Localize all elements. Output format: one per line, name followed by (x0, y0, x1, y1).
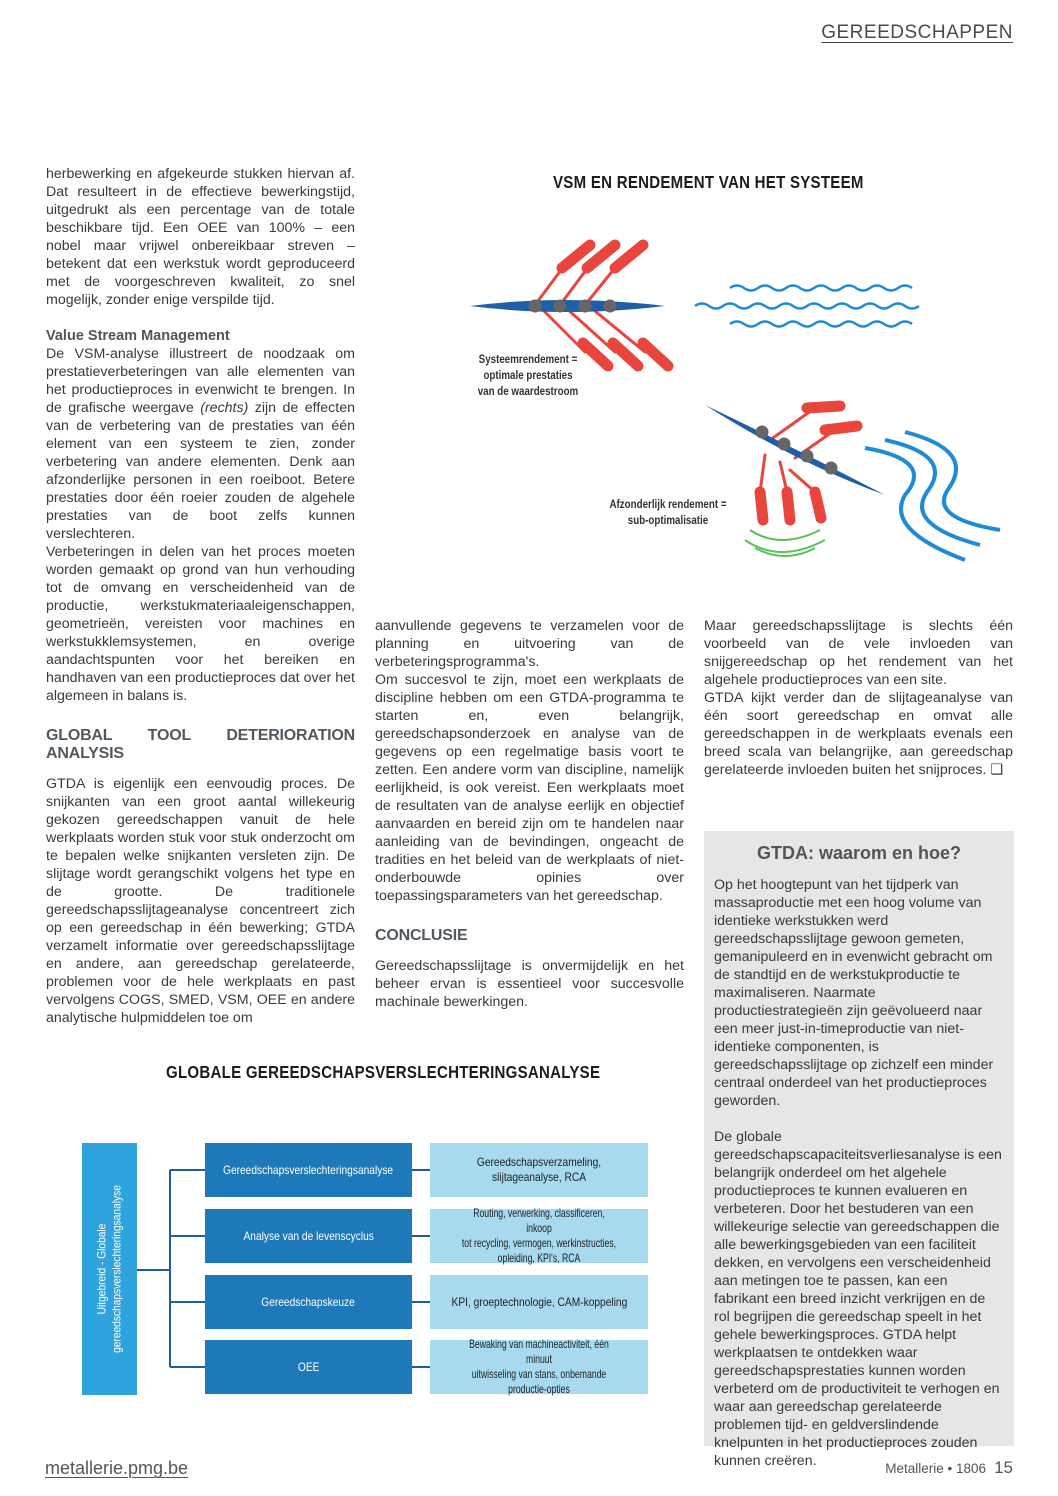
sidebar-paragraph: De globale gereedschapscapaciteitsverliesanalyse is een belangrijk onderdeel om het algehele productieproces te kunnen evalueren en verbeteren. Door het bestuderen van een willekeurige selectie van gereedschappen die alle bewerkingsgebieden van een faciliteit dekken, en vervolgens een verscheidenheid aan metingen toe te passen, kan een fabrikant een breed inzicht verkrijgen en de rol begrijpen die gereedschap speelt in het gehele bewerkingsproces. GTDA helpt werkplaatsen te ontdekken waar gereedschapsprestaties kunnen worden verbeterd om de productiviteit te verhogen en waar aan gereedschap gerelateerde problemen tijd- en geldverslindende knelpunten in het productieproces zouden kunnen creëren. (714, 1129, 1002, 1469)
gtda-detail-box: KPI, groeptechnologie, CAM-koppeling (430, 1275, 648, 1329)
gtda-box-deterioration-analysis: Gereedschapsverslechteringsanalyse (205, 1143, 412, 1197)
gtda-detail-box: Bewaking van machineactiviteit, één minuut uitwisseling van stans, onbemande productie-opties (430, 1340, 648, 1394)
page-number: 15 (994, 1458, 1013, 1477)
paragraph: Gereedschapsslijtage is onvermijdelijk en het beheer ervan is essentieel voor succesvolle machinale bewerkingen. (375, 958, 684, 1010)
paragraph: GTDA is eigenlijk een eenvoudig proces. De snijkanten van een groot aantal willekeurig gekozen gereedschappen vanuit de hele werkplaats worden stuk voor stuk onderzocht om te bepalen welke snijkanten versleten zijn. De slijtage wordt gerangschikt volgens het type en de grootte. De traditionele gereedschapsslijtageanalyse concentreert zich op een gereedschap in één bewerking; GTDA verzamelt informatie over gereedschapsslijtage en andere, aan gereedschap gerelateerde, problemen voor de hele werkplaats en past vervolgens COGS, SMED, VSM, OEE en andere analytische hulpmiddelen toe om (46, 776, 355, 1026)
paragraph: De VSM-analyse illustreert de noodzaak om prestatieverbeteringen van alle elementen van het productieproces in evenwicht te brengen. In de grafische weergave (rechts) zijn de effecten van de verbetering van de prestaties van één element van een systeem te zien, zonder verbetering van andere elementen. Denk aan afzonderlijke personen in een roeiboot. Betere prestaties door één roeier zouden de algehele prestaties van de boot zelfs kunnen verslechteren. (46, 346, 355, 542)
section-tag: GEREEDSCHAPPEN (821, 22, 1013, 43)
label-system-efficiency: Systeemrendement = optimale prestaties van de waardestroom (477, 354, 579, 398)
paragraph: herbewerking en afgekeurde stukken hiervan af. Dat resulteert in de effectieve bewerkingstijd, uitgedrukt als een percentage van de totale beschikbare tijd. Een OEE van 100% – een nobel maar vrijwel onbereikbaar streven – betekent dat een werkstuk wordt geproduceerd met de voorgeschreven kwaliteit, zo snel mogelijk, zonder enige verspilde tijd. (46, 166, 355, 308)
subheading-vsm: Value Stream Management (46, 328, 230, 344)
paragraph: Maar gereedschapsslijtage is slechts één voorbeeld van de vele invloeden van snijgereedschap op het rendement van het algehele productieproces van een site. (704, 618, 1013, 688)
gtda-box-tool-selection: Gereedschapskeuze (205, 1275, 412, 1329)
footer-publication: Metallerie • 1806 15 (885, 1458, 1013, 1477)
gtda-detail-box: Gereedschapsverzameling, slijtageanalyse, RCA (430, 1143, 648, 1197)
gtda-box-lifecycle-analysis: Analyse van de levenscyclus (205, 1209, 412, 1263)
paragraph: GTDA kijkt verder dan de slijtageanalyse van één soort gereedschap en omvat alle gereedschappen in de werkplaats evenals een breed scala van belangrijke, aan gereedschap gerelateerde invloeden buiten het snijproces. ❑ (704, 690, 1013, 778)
paragraph: Verbeteringen in delen van het proces moeten worden gemaakt op grond van hun verhouding tot de omvang en verscheidenheid van de productie, werkstukmateriaaleigenschappen, geometrieën, vereisten voor machines en werkstukklemsystemen, en overige aandachtspunten voor het bereiken en handhaven van een productieproces dat over het algemeen in balans is. (46, 544, 355, 704)
end-mark: ❑ (990, 762, 1004, 778)
gtda-box-oee: OEE (205, 1340, 412, 1394)
gtda-figure-title: GLOBALE GEREEDSCHAPSVERSLECHTERINGSANALYSE (166, 1062, 601, 1082)
vsm-figure-title: VSM EN RENDEMENT VAN HET SYSTEEM (553, 172, 864, 192)
label-individual-efficiency: Afzonderlijk rendement = sub-optimalisatie (609, 499, 727, 527)
footer-url-link[interactable]: metallerie.pmg.be (45, 1458, 189, 1478)
sidebar-paragraph: Op het hoogtepunt van het tijdperk van massaproductie met een hoog volume van identieke werkstukken werd gereedschapsslijtage gewoon gemeten, gemanipuleerd en in evenwicht gebracht om de standtijd en de werkstukproductie te maximaliseren. Naarmate productiestrategieën zijn geëvolueerd naar een meer just-in-timeproductie van niet-identieke componenten, is gereedschapsslijtage op zichzelf een minder centraal onderdeel van het productieproces geworden. (714, 877, 994, 1109)
paragraph: aanvullende gegevens te verzamelen voor de planning en uitvoering van de verbeteringsprogramma's. (375, 618, 684, 670)
heading-gtda: GLOBAL TOOL DETERIORATION ANALYSIS (46, 727, 355, 762)
paragraph: Om succesvol te zijn, moet een werkplaats de discipline hebben om een GTDA-programma te starten en, even belangrijk, gereedschapsonderzoek en analyse van de gegevens op een regelmatige basis voort te zetten. Een andere vorm van discipline, namelijk eerlijkheid, is ook vereist. Een werkplaats moet de resultaten van de analyse eerlijk en objectief aanvaarden en bereid zijn om te handelen naar aanleiding van de bevindingen, ongeacht de tradities en het beleid van de werkplaats of niet-onderbouwde opinies over toepassingsparameters van het gereedschap. (375, 672, 684, 904)
gtda-detail-box: Routing, verwerking, classificeren, inkoop tot recycling, vermogen, werkinstructies, opleiding, KPI's, RCA (430, 1209, 648, 1263)
gtda-side-label: Uitgebreid - Globale gereedschapsverslechteringsanalyse (82, 1143, 137, 1395)
sidebar-title: GTDA: waarom en hoe? (756, 843, 962, 863)
heading-conclusie: CONCLUSIE (375, 927, 468, 944)
